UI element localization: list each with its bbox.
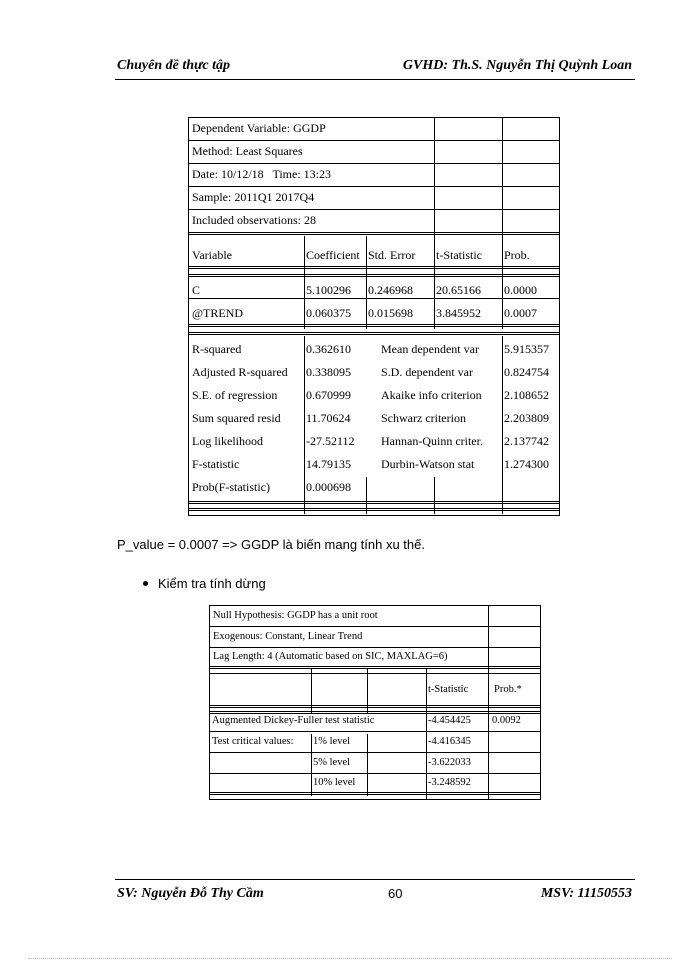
stat-value: 0.824754	[504, 365, 549, 379]
col-prob: Prob.	[504, 248, 530, 262]
lag-length: Lag Length: 4 (Automatic based on SIC, MAXLAG=6)	[213, 651, 448, 662]
stat-value: 5.915357	[504, 342, 549, 356]
row-trend-variable: @TREND	[192, 306, 244, 320]
row-c-variable: C	[192, 283, 201, 297]
level-10-value: -3.248592	[428, 777, 471, 788]
col-t-statistic: t-Statistic	[428, 684, 469, 695]
stat-value: 0.362610	[306, 342, 351, 356]
adf-test-statistic-label: Augmented Dickey-Fuller test statistic	[212, 715, 375, 726]
stat-label: S.D. dependent var	[381, 365, 473, 379]
page-edge	[28, 958, 672, 959]
bullet-item	[143, 576, 266, 591]
stat-value: 0.338095	[306, 365, 351, 379]
col-t-statistic: t-Statistic	[436, 248, 482, 262]
header-left: Chuyên đề thực tập	[117, 58, 231, 73]
date-time: Date: 10/12/18 Time: 13:23	[192, 167, 332, 181]
col-prob: Prob.*	[494, 684, 522, 695]
stat-label: Mean dependent var	[381, 342, 479, 356]
sample: Sample: 2011Q1 2017Q4	[192, 190, 315, 204]
level-5-label: 5% level	[313, 757, 351, 768]
stat-label: F-statistic	[192, 457, 240, 471]
stat-label: Durbin-Watson stat	[381, 457, 475, 471]
col-variable: Variable	[192, 248, 232, 262]
included-observations: Included observations: 28	[192, 213, 316, 227]
null-hypothesis: Null Hypothesis: GGDP has a unit root	[213, 610, 378, 621]
row-c-std-error: 0.246968	[368, 283, 413, 297]
stat-value: 0.670999	[306, 388, 351, 402]
row-trend-coefficient: 0.060375	[306, 306, 351, 320]
stat-value: 2.137742	[504, 434, 549, 448]
stat-value: 2.108652	[504, 388, 549, 402]
method: Method: Least Squares	[192, 144, 303, 158]
col-coefficient: Coefficient	[306, 248, 360, 262]
bullet-text: Kiểm tra tính dừng	[158, 576, 266, 591]
footer-student: SV: Nguyễn Đỗ Thy Cầm	[117, 886, 264, 901]
row-trend-prob: 0.0007	[504, 306, 537, 320]
stat-value: 1.274300	[504, 457, 549, 471]
adf-test-statistic: -4.454425	[428, 715, 471, 726]
col-std-error: Std. Error	[368, 248, 416, 262]
adf-test-table	[209, 605, 541, 800]
critical-values-label: Test critical values:	[212, 736, 294, 747]
stat-label: Schwarz criterion	[381, 411, 466, 425]
row-c-prob: 0.0000	[504, 283, 537, 297]
stat-label: Adjusted R-squared	[192, 365, 288, 379]
adf-prob: 0.0092	[492, 715, 521, 726]
stat-value: 0.000698	[306, 480, 351, 494]
stat-label: R-squared	[192, 342, 242, 356]
row-trend-t-statistic: 3.845952	[436, 306, 481, 320]
header-right: GVHD: Th.S. Nguyễn Thị Quỳnh Loan	[402, 58, 632, 73]
stat-label: Hannan-Quinn criter.	[381, 434, 483, 448]
row-c-coefficient: 5.100296	[306, 283, 351, 297]
header-rule	[115, 79, 635, 80]
stat-label: Prob(F-statistic)	[192, 480, 270, 494]
stat-label: S.E. of regression	[192, 388, 278, 402]
stat-value: -27.52112	[306, 434, 355, 448]
footer-rule	[115, 879, 635, 880]
level-10-label: 10% level	[313, 777, 356, 788]
exogenous: Exogenous: Constant, Linear Trend	[213, 631, 363, 642]
stat-value: 11.70624	[306, 411, 351, 425]
footer-student-id: MSV: 11150553	[540, 886, 632, 901]
bullet-dot-icon	[143, 581, 148, 586]
level-1-value: -4.416345	[428, 736, 471, 747]
stat-label: Akaike info criterion	[381, 388, 482, 402]
page-number: 60	[388, 886, 403, 901]
regression-table	[188, 117, 560, 516]
stat-label: Log likelihood	[192, 434, 263, 448]
stat-value: 14.79135	[306, 457, 351, 471]
row-trend-std-error: 0.015698	[368, 306, 413, 320]
dependent-variable: Dependent Variable: GGDP	[192, 121, 326, 135]
stat-label: Sum squared resid	[192, 411, 281, 425]
p-value-conclusion: P_value = 0.0007 => GGDP là biến mang tính xu thế.	[117, 537, 425, 552]
stat-value: 2.203809	[504, 411, 549, 425]
level-5-value: -3.622033	[428, 757, 471, 768]
level-1-label: 1% level	[313, 736, 351, 747]
row-c-t-statistic: 20.65166	[436, 283, 481, 297]
